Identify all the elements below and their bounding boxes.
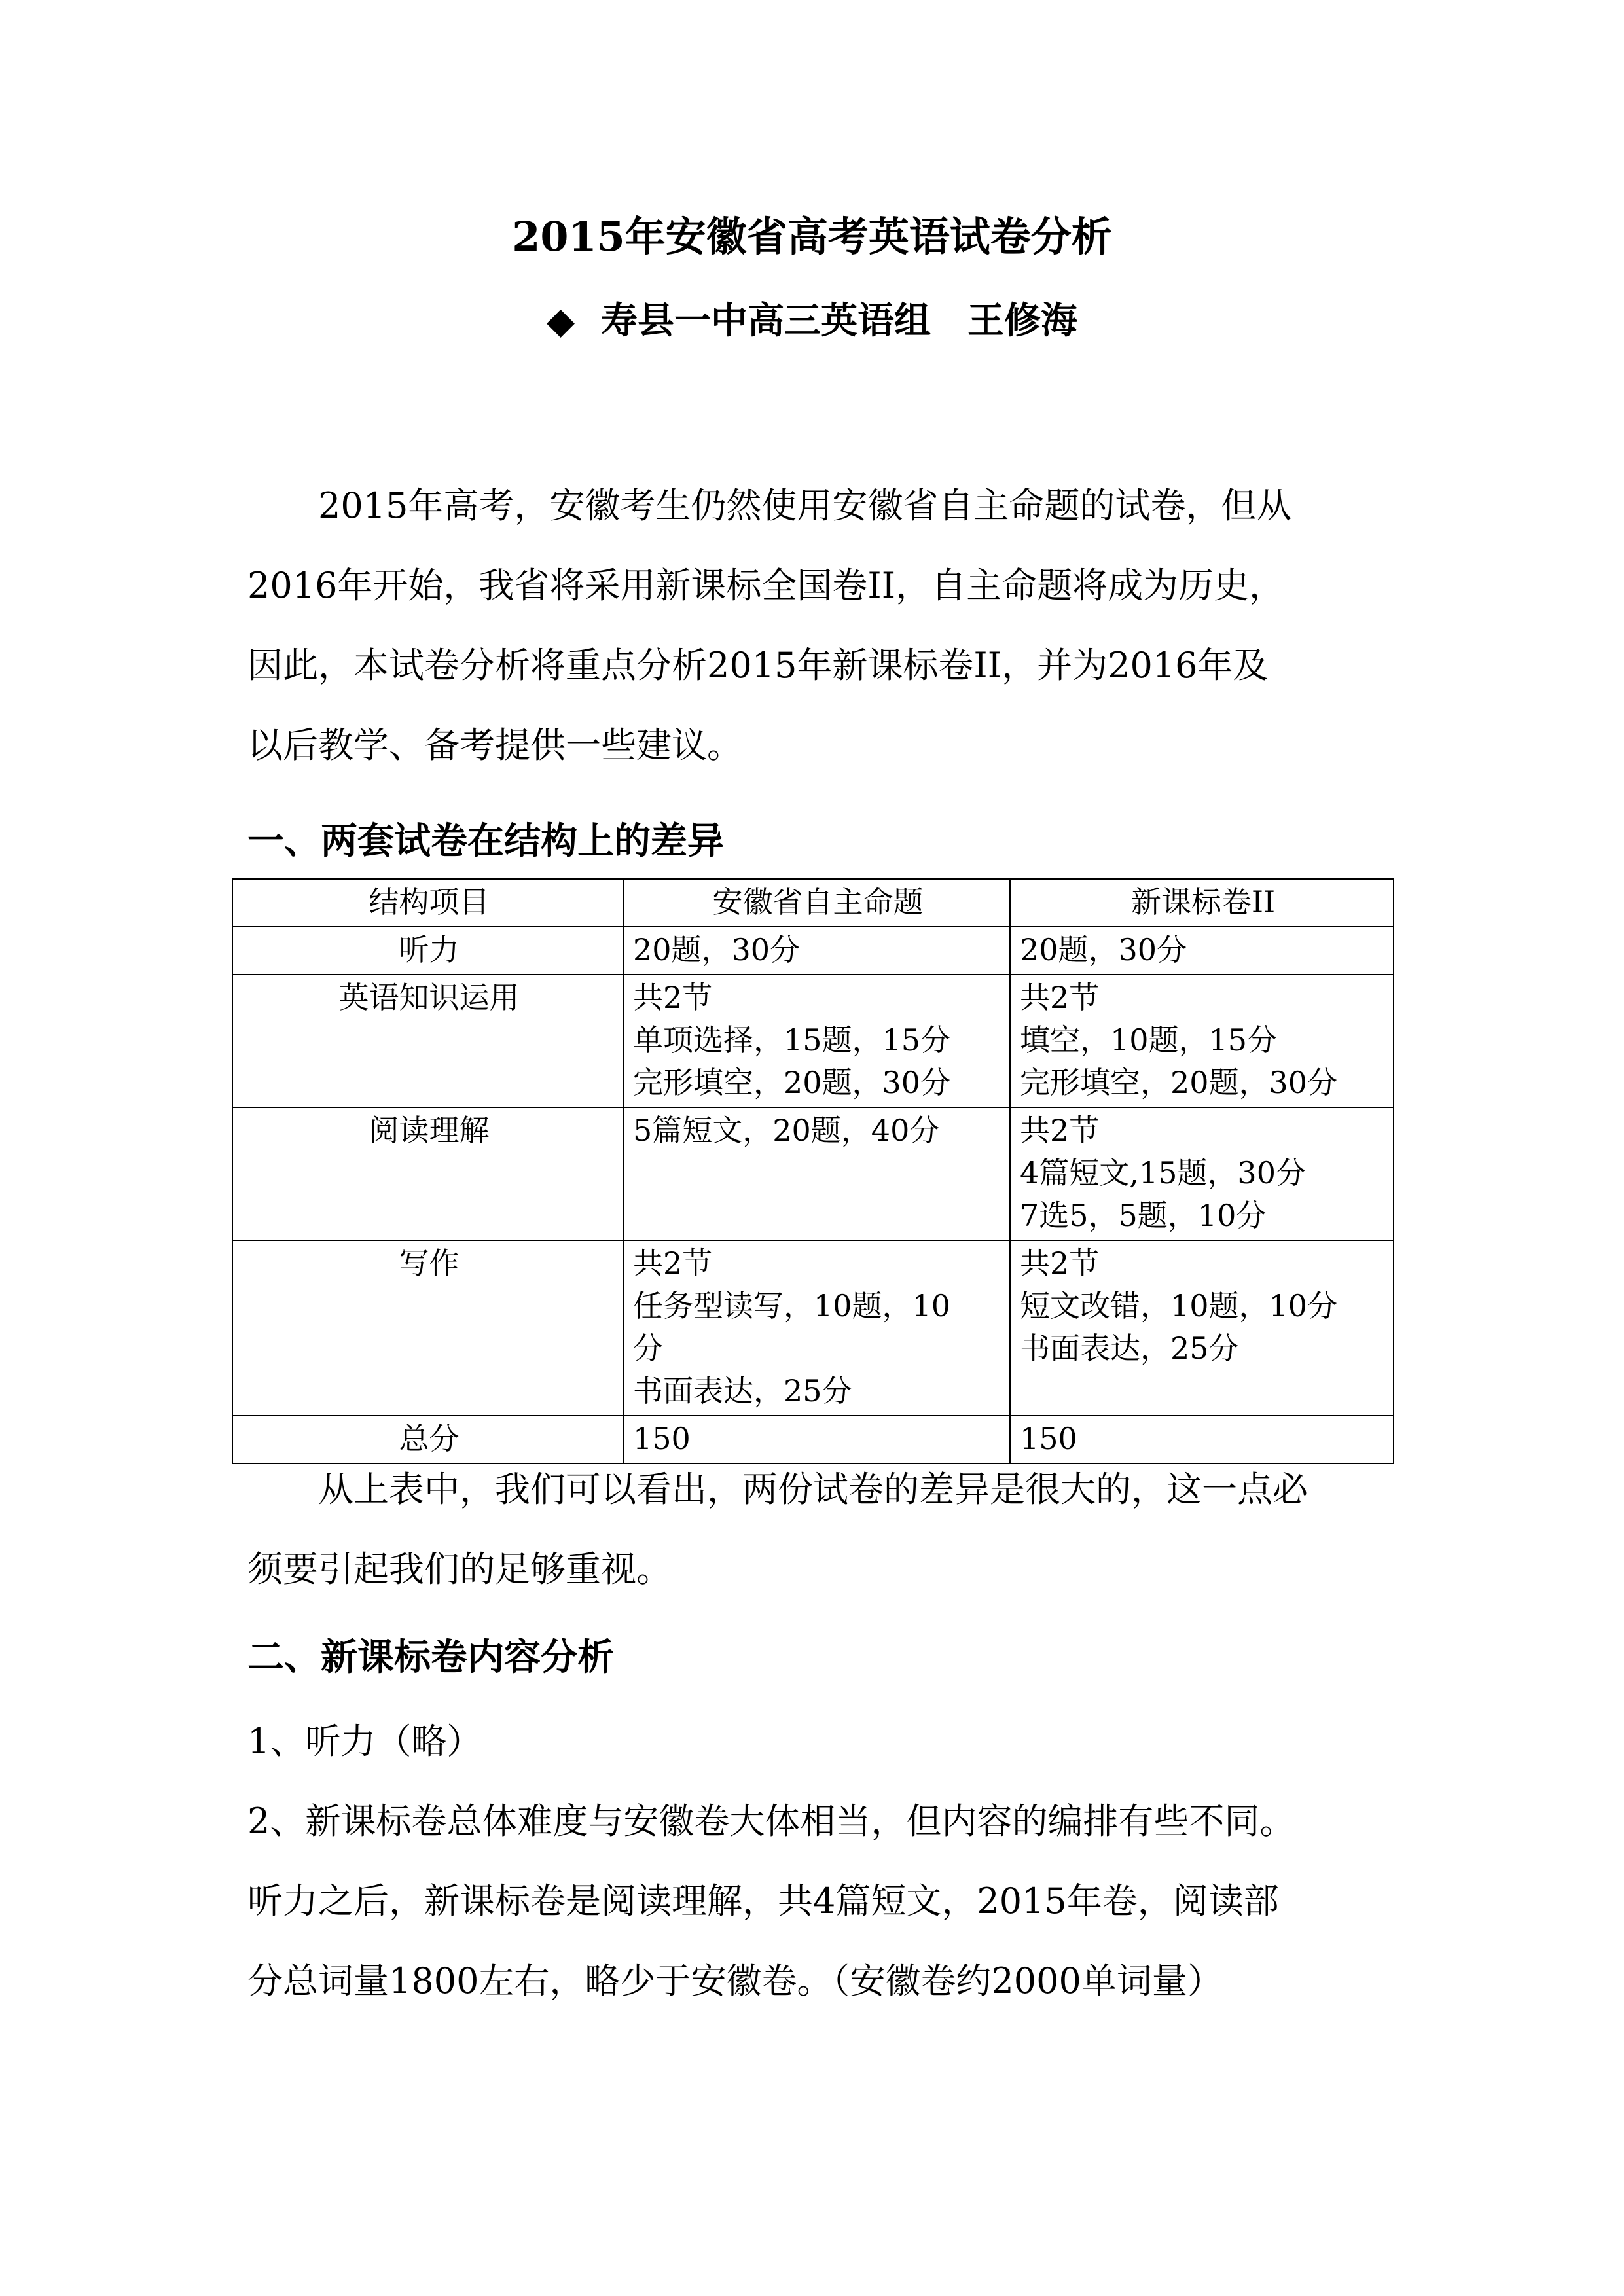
table-header-cell: 新课标卷II [1010, 879, 1394, 927]
cell-line: 共2节 [1020, 980, 1100, 1015]
after-table-paragraph [247, 1450, 1386, 1609]
intro-line: 以后教学、备考提供一些建议。 [247, 725, 742, 766]
table-row [232, 1240, 1394, 1416]
cell-line: 共2节 [1020, 1246, 1100, 1281]
table-cell-anhui [623, 1240, 1010, 1416]
cell-line: 任务型读写，10题，10 [633, 1288, 951, 1323]
cell-line: 完形填空，20题，30分 [633, 1065, 951, 1100]
cell-line: 20题，30分 [1020, 932, 1187, 967]
table-cell-national [1010, 1107, 1394, 1240]
intro-line: 因此，本试卷分析将重点分析2015年新课标卷II，并为2016年及 [247, 645, 1269, 686]
cell-line: 4篇短文,15题，30分 [1020, 1155, 1306, 1191]
section-heading-content: 二、新课标卷内容分析 [247, 1636, 614, 1679]
diamond-bullet-icon: ◆ [546, 299, 575, 342]
cell-line: 共2节 [633, 980, 713, 1015]
table-cell-anhui [623, 927, 1010, 975]
cell-line: 5篇短文，20题，40分 [633, 1113, 940, 1148]
cell-line: 书面表达，25分 [633, 1373, 852, 1408]
table-cell-anhui [623, 975, 1010, 1107]
comparison-table [232, 878, 1394, 1464]
intro-line: 2015年高考，安徽考生仍然使用安徽省自主命题的试卷，但从 [318, 485, 1292, 526]
section2-paragraph [247, 1702, 1386, 2021]
cell-line: 共2节 [1020, 1113, 1100, 1148]
section-heading-structure: 一、两套试卷在结构上的差异 [247, 819, 724, 863]
table-cell-item: 写作 [232, 1240, 623, 1416]
cell-line: 150 [1020, 1421, 1077, 1456]
byline [0, 296, 1624, 346]
table-cell-item: 总分 [232, 1416, 623, 1463]
paragraph-line: 分总词量1800左右，略少于安徽卷。（安徽卷约2000单词量） [247, 1960, 1223, 2001]
table-header-row [232, 879, 1394, 927]
table-row [232, 927, 1394, 975]
cell-line: 7选5，5题，10分 [1020, 1198, 1267, 1233]
table-row [232, 1107, 1394, 1240]
cell-line: 20题，30分 [633, 932, 801, 967]
paragraph-line: 2、新课标卷总体难度与安徽卷大体相当，但内容的编排有些不同。 [247, 1801, 1295, 1842]
intro-line: 2016年开始，我省将采用新课标全国卷II，自主命题将成为历史， [247, 565, 1285, 606]
table-row [232, 975, 1394, 1107]
document-title: 2015年安徽省高考英语试卷分析 [512, 213, 1112, 260]
table-cell-anhui [623, 1107, 1010, 1240]
table-header-cell: 结构项目 [232, 879, 623, 927]
cell-line: 填空，10题，15分 [1020, 1022, 1278, 1058]
byline-affiliation: 寿县一中高三英语组 [601, 299, 931, 342]
cell-line: 单项选择，15题，15分 [633, 1022, 951, 1058]
table-cell-national [1010, 975, 1394, 1107]
paragraph-line: 1、听力（略） [247, 1721, 482, 1762]
paragraph-line: 须要引起我们的足够重视。 [247, 1549, 672, 1590]
intro-paragraph [247, 466, 1386, 785]
paragraph-line: 从上表中，我们可以看出，两份试卷的差异是很大的，这一点必 [318, 1469, 1308, 1510]
table-cell-item: 听力 [232, 927, 623, 975]
table-cell-national [1010, 927, 1394, 975]
cell-line: 分 [633, 1331, 663, 1366]
cell-line: 书面表达，25分 [1020, 1331, 1239, 1366]
table-header-cell: 安徽省自主命题 [623, 879, 1010, 927]
cell-line: 完形填空，20题，30分 [1020, 1065, 1338, 1100]
table-cell-item: 阅读理解 [232, 1107, 623, 1240]
paragraph-line: 听力之后，新课标卷是阅读理解，共4篇短文，2015年卷，阅读部 [247, 1880, 1279, 1922]
comparison-table-wrap [232, 878, 1393, 1464]
table-cell-national [1010, 1240, 1394, 1416]
cell-line: 短文改错，10题，10分 [1020, 1288, 1338, 1323]
cell-line: 共2节 [633, 1246, 713, 1281]
table-cell-item: 英语知识运用 [232, 975, 623, 1107]
byline-author: 王修海 [967, 299, 1078, 342]
cell-line: 150 [633, 1421, 691, 1456]
